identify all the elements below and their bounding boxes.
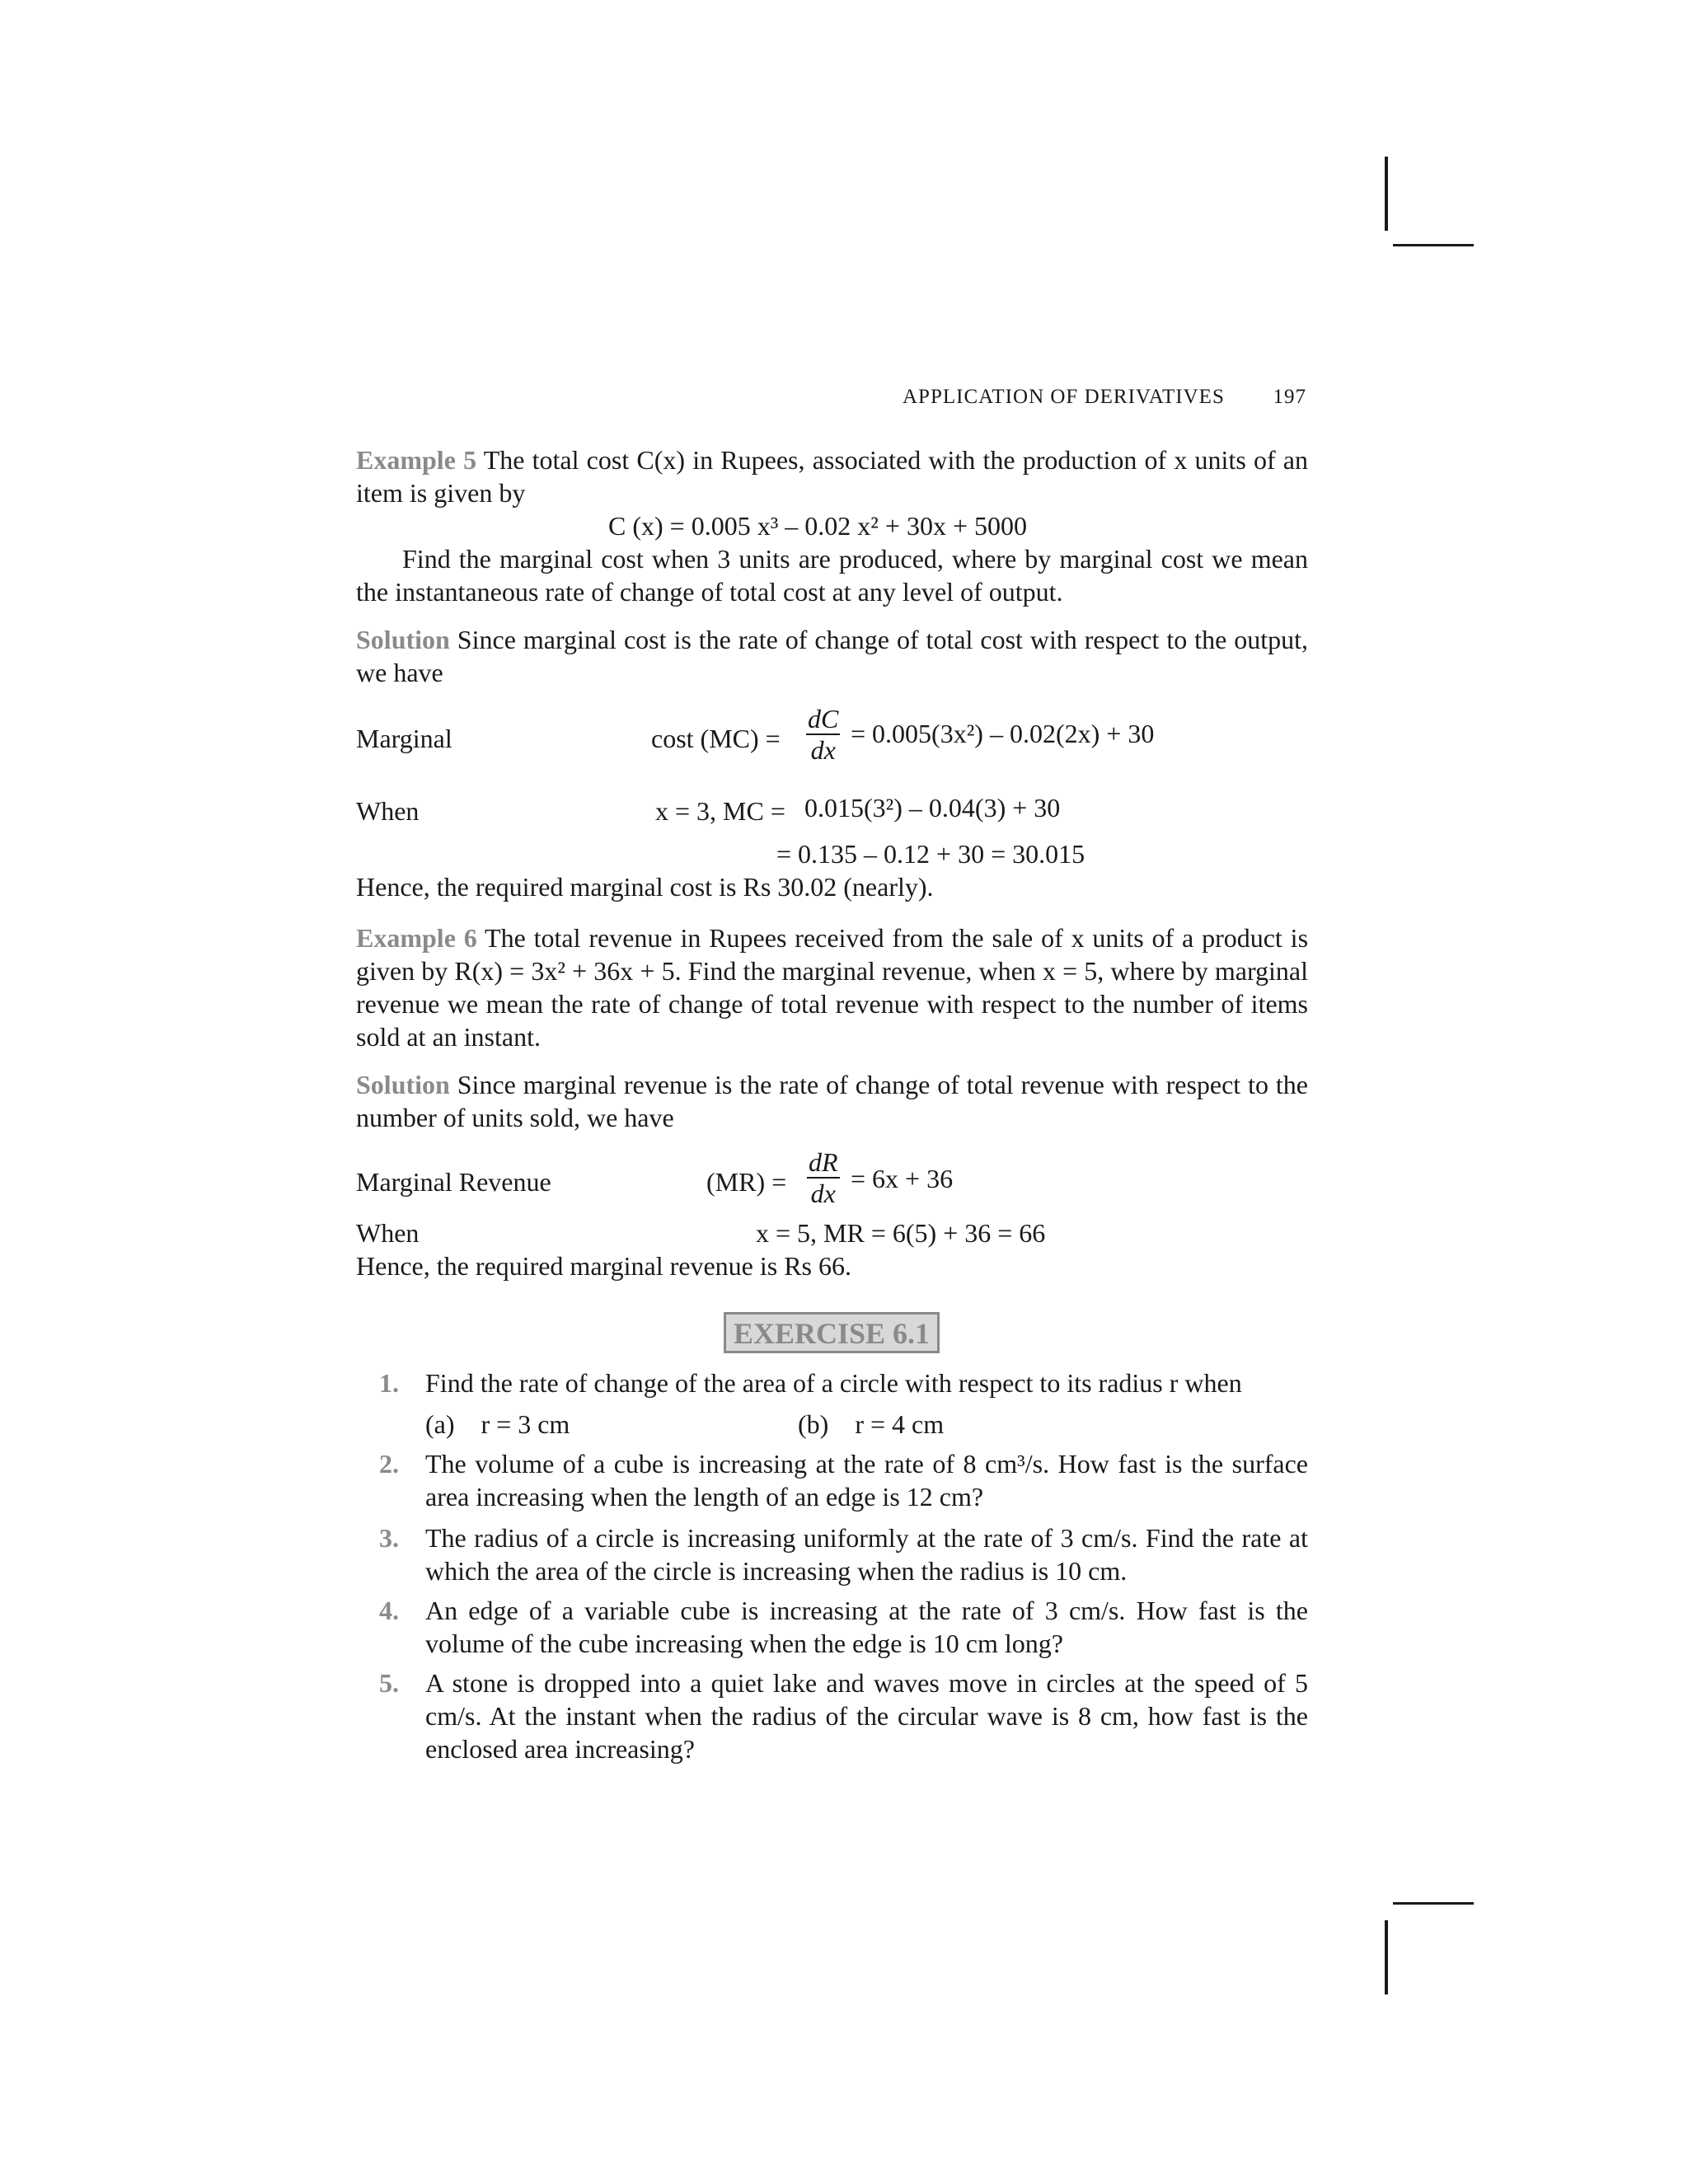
dc-dx-fraction (806, 704, 840, 765)
crop-mark-top-vertical (1385, 157, 1388, 231)
example-6-statement (356, 921, 1308, 1053)
example-5-text: The total cost C(x) in Rupees, associated with the production of x units of an item is given by (356, 445, 1309, 508)
fraction-numerator: dC (808, 704, 839, 733)
page-number: 197 (1273, 386, 1306, 408)
example-5-question: Find the marginal cost when 3 units are produced, where by marginal cost we mean the instantaneous rate of change of total cost at any level of output. (356, 544, 1308, 607)
example-6-text: The total revenue in Rupees received from the sale of x units of a product is given by R(x) = 3x² + 36x + 5. Find the marginal revenue, when x = 5, where by marginal revenue we mean the rate of change of total revenue with respect to the number of items sold at an instant. (356, 923, 1309, 1052)
when-row-label: When (356, 796, 420, 826)
exercise-heading: EXERCISE 6.1 (724, 1312, 940, 1353)
crop-mark-top-horizontal (1393, 244, 1474, 246)
question-text: A stone is dropped into a quiet lake and waves move in circles at the speed of 5 cm/s. At the instant when the radius of the circular wave is 8 cm, how fast is the enclosed area increasing? (425, 1668, 1308, 1764)
header-title: APPLICATION OF DERIVATIVES (903, 386, 1225, 408)
solution-6-conclusion: Hence, the required marginal revenue is Rs 66. (356, 1251, 851, 1281)
question-number: 3. (379, 1523, 399, 1553)
mr-when-label: When (356, 1218, 420, 1248)
question-text: An edge of a variable cube is increasing at the rate of 3 cm/s. How fast is the volume of the cube increasing when the edge is 10 cm long? (425, 1596, 1308, 1658)
question-number: 1. (379, 1368, 399, 1398)
crop-mark-bottom-vertical (1385, 1920, 1388, 1994)
solution-5-intro (356, 623, 1308, 689)
solution-5-label: Solution (356, 625, 450, 654)
mc-row-lhs: cost (MC) = (651, 724, 781, 753)
question-text: Find the rate of change of the area of a circle with respect to its radius r when (425, 1368, 1242, 1398)
mc-row-rhs: = 0.005(3x²) – 0.02(2x) + 30 (851, 719, 1155, 748)
example-5-label: Example 5 (356, 445, 477, 475)
cost-function-equation: C (x) = 0.005 x³ – 0.02 x² + 30x + 5000 (608, 511, 1027, 541)
solution-5-text: Since marginal cost is the rate of change of total cost with respect to the output, we have (356, 625, 1309, 687)
fraction-denominator: dx (810, 735, 836, 765)
question-text: The radius of a circle is increasing uniformly at the rate of 3 cm/s. Find the rate at which the area of the circle is increasing when the radius is 10 cm. (425, 1523, 1308, 1586)
question-text: The volume of a cube is increasing at the rate of 8 cm³/s. How fast is the surface area increasing when the length of an edge is 12 cm? (425, 1449, 1308, 1511)
question-1-part-a: (a) r = 3 cm (425, 1409, 570, 1439)
mc-row-label: Marginal (356, 724, 452, 753)
solution-6-label: Solution (356, 1070, 450, 1099)
running-header (903, 386, 1306, 409)
solution-6-text: Since marginal revenue is the rate of change of total revenue with respect to the number of units sold, we have (356, 1070, 1309, 1132)
example-6-label: Example 6 (356, 923, 477, 953)
when-row-lhs: x = 3, MC = (655, 796, 785, 826)
fraction-numerator: dR (809, 1147, 838, 1177)
mr-row-rhs: = 6x + 36 (851, 1164, 954, 1193)
mr-row-lhs: (MR) = (706, 1167, 787, 1197)
mr-when-rhs: x = 5, MR = 6(5) + 36 = 66 (756, 1218, 1046, 1248)
mc-evaluation: = 0.135 – 0.12 + 30 = 30.015 (776, 839, 1085, 869)
fraction-denominator: dx (810, 1179, 836, 1208)
question-number: 4. (379, 1596, 399, 1625)
question-number: 5. (379, 1668, 399, 1698)
solution-5-conclusion: Hence, the required marginal cost is Rs 30.02 (nearly). (356, 872, 934, 902)
question-number: 2. (379, 1449, 399, 1479)
when-row-rhs: 0.015(3²) – 0.04(3) + 30 (804, 793, 1061, 823)
dr-dx-fraction (807, 1147, 840, 1208)
solution-6-intro (356, 1068, 1308, 1134)
question-1-part-b: (b) r = 4 cm (798, 1409, 945, 1439)
crop-mark-bottom-horizontal (1393, 1902, 1474, 1905)
example-5-statement (356, 443, 1308, 509)
mr-row-label: Marginal Revenue (356, 1167, 551, 1197)
